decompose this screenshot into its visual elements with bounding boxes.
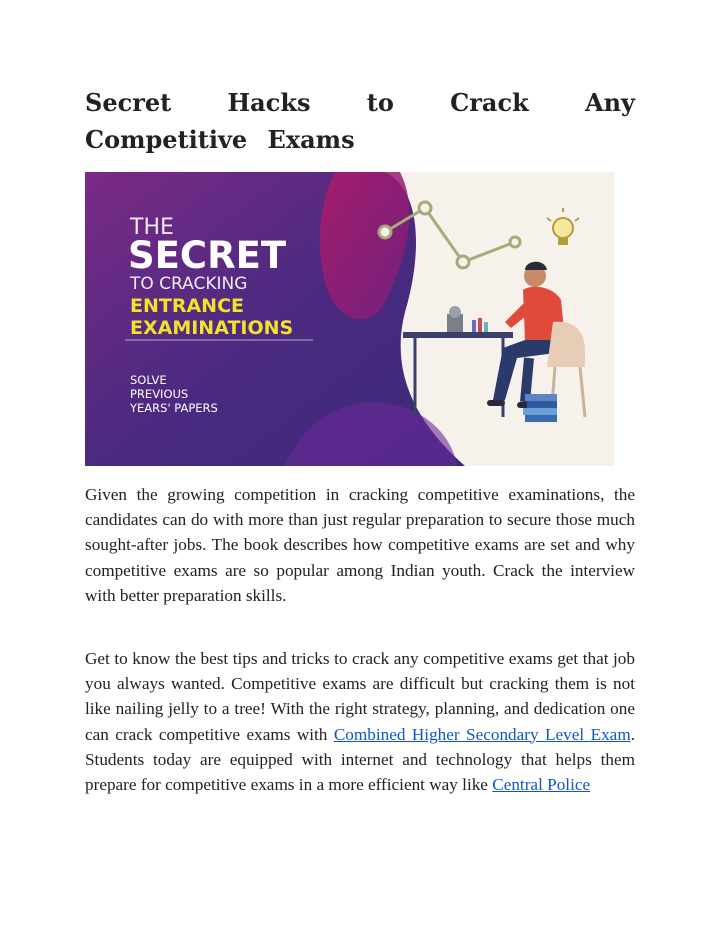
paragraph-intro: Given the growing competition in cracking competitive examinations, the candidates can do with more than just regular preparation to secure those much sought-after jobs. The book describes how competitive exams are set and why competitive exams are so popular among Indian youth. Crack the interview with better preparation skills. <box>85 485 635 605</box>
hero-text-examinations: EXAMINATIONS <box>130 317 294 339</box>
page-title: Secret Hacks to Crack Any Competitive Exams <box>85 88 635 154</box>
books-stack-icon <box>523 394 557 422</box>
hero-text-the: THE <box>130 215 174 240</box>
hero-text-secret: SECRET <box>128 234 287 277</box>
hero-text-previous: PREVIOUS <box>130 387 189 401</box>
paragraph-tips-text-2: . Students today are equipped with internet and technology that helps them prepare for competitive exams in a more efficient way like <box>85 724 635 795</box>
hero-text-entrance: ENTRANCE <box>130 295 244 317</box>
hero-text-solve: SOLVE <box>130 373 167 387</box>
paragraph-tips-text-1: Get to know the best tips and tricks to crack any competitive exams get that job you always wanted. Competitive exams are difficult but cracking them is not like nailing jelly to a tree! With the right strategy, planning, and dedication one can crack competitive exams with <box>85 649 635 744</box>
hero-text-to-cracking: TO CRACKING <box>130 274 248 294</box>
link-central-police[interactable]: Central Police <box>492 775 591 795</box>
hero-text-years-papers: YEARS' PAPERS <box>130 401 218 415</box>
hero-image <box>85 172 614 466</box>
link-combined-higher-secondary-level-exam[interactable]: Combined Higher Secondary Level Exam <box>333 724 631 744</box>
paragraph-tips <box>85 646 635 797</box>
hero-illustration <box>85 172 614 466</box>
